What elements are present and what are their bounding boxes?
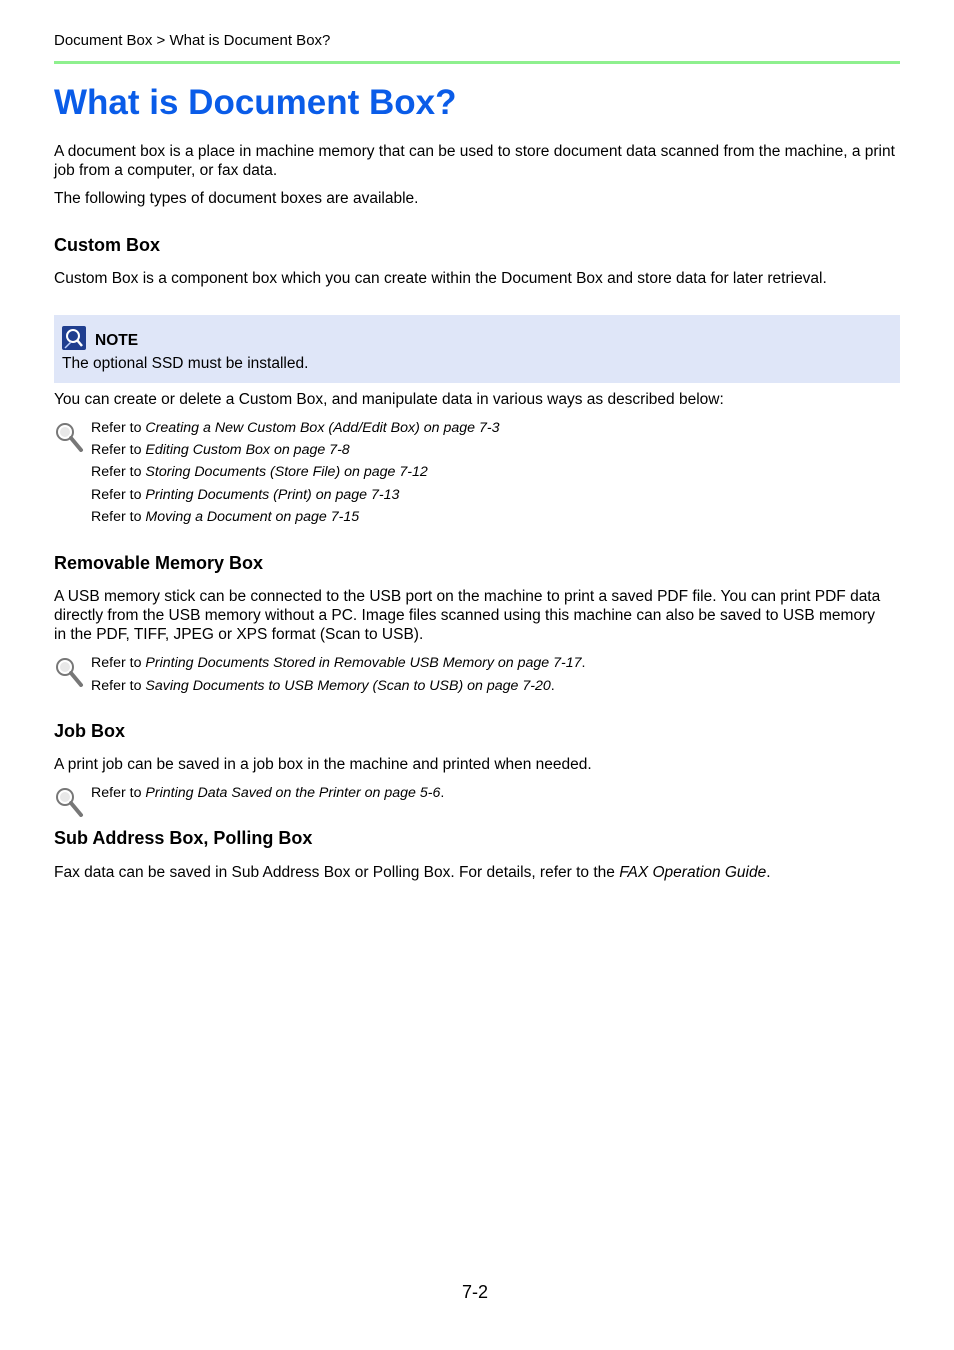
sub-address-heading: Sub Address Box, Polling Box (54, 828, 313, 848)
job-box-heading: Job Box (54, 721, 126, 741)
note-icon (62, 326, 86, 350)
custom-box-heading: Custom Box (54, 235, 161, 255)
reference-link[interactable]: Refer to Printing Documents Stored in Removable USB Memory on page 7-17. (91, 655, 586, 671)
removable-memory-text-line: in the PDF, TIFF, JPEG or XPS format (Scan to USB). (54, 626, 424, 643)
custom-box-text: Custom Box is a component box which you can create within the Document Box and store data for later retrieval. (54, 270, 827, 287)
reference-link[interactable]: Refer to Moving a Document on page 7-15 (91, 509, 360, 525)
intro-paragraph-2: The following types of document boxes are available. (54, 190, 419, 207)
magnifier-icon (54, 420, 84, 452)
removable-memory-text-line: A USB memory stick can be connected to the USB port on the machine to print a saved PDF file. You can print PDF data (54, 588, 881, 605)
fax-guide-link[interactable]: FAX Operation Guide (619, 864, 767, 881)
reference-link[interactable]: Refer to Saving Documents to USB Memory (Scan to USB) on page 7-20. (91, 678, 555, 694)
page-title: What is Document Box? (54, 83, 457, 122)
job-box-text: A print job can be saved in a job box in the machine and printed when needed. (54, 756, 592, 773)
removable-memory-heading: Removable Memory Box (54, 553, 264, 573)
note-text: The optional SSD must be installed. (62, 355, 309, 372)
intro-paragraph: A document box is a place in machine memory that can be used to store document data scanned from the machine, a print job from a computer, or fax data. (54, 143, 895, 179)
magnifier-icon (54, 785, 84, 817)
magnifier-icon (54, 655, 84, 687)
reference-link[interactable]: Refer to Printing Data Saved on the Printer on page 5-6. (91, 785, 445, 801)
breadcrumb: Document Box > What is Document Box? (54, 32, 331, 49)
reference-link[interactable]: Refer to Storing Documents (Store File) on page 7-12 (91, 464, 428, 480)
reference-link[interactable]: Refer to Editing Custom Box on page 7-8 (91, 442, 350, 458)
reference-link[interactable]: Refer to Creating a New Custom Box (Add/Edit Box) on page 7-3 (91, 420, 500, 436)
removable-memory-text-line: directly from the USB memory without a PC. Image files scanned using this machine can also be saved to USB memory (54, 607, 875, 624)
page-number: 7-2 (462, 1282, 489, 1302)
note-box (54, 315, 900, 383)
sub-address-text: Fax data can be saved in Sub Address Box or Polling Box. For details, refer to the FAX Operation Guide. (54, 864, 771, 881)
reference-link[interactable]: Refer to Printing Documents (Print) on page 7-13 (91, 487, 400, 503)
note-label: NOTE (95, 332, 139, 349)
custom-box-text-2: You can create or delete a Custom Box, and manipulate data in various ways as described below: (54, 391, 724, 408)
header-rule (54, 61, 900, 64)
